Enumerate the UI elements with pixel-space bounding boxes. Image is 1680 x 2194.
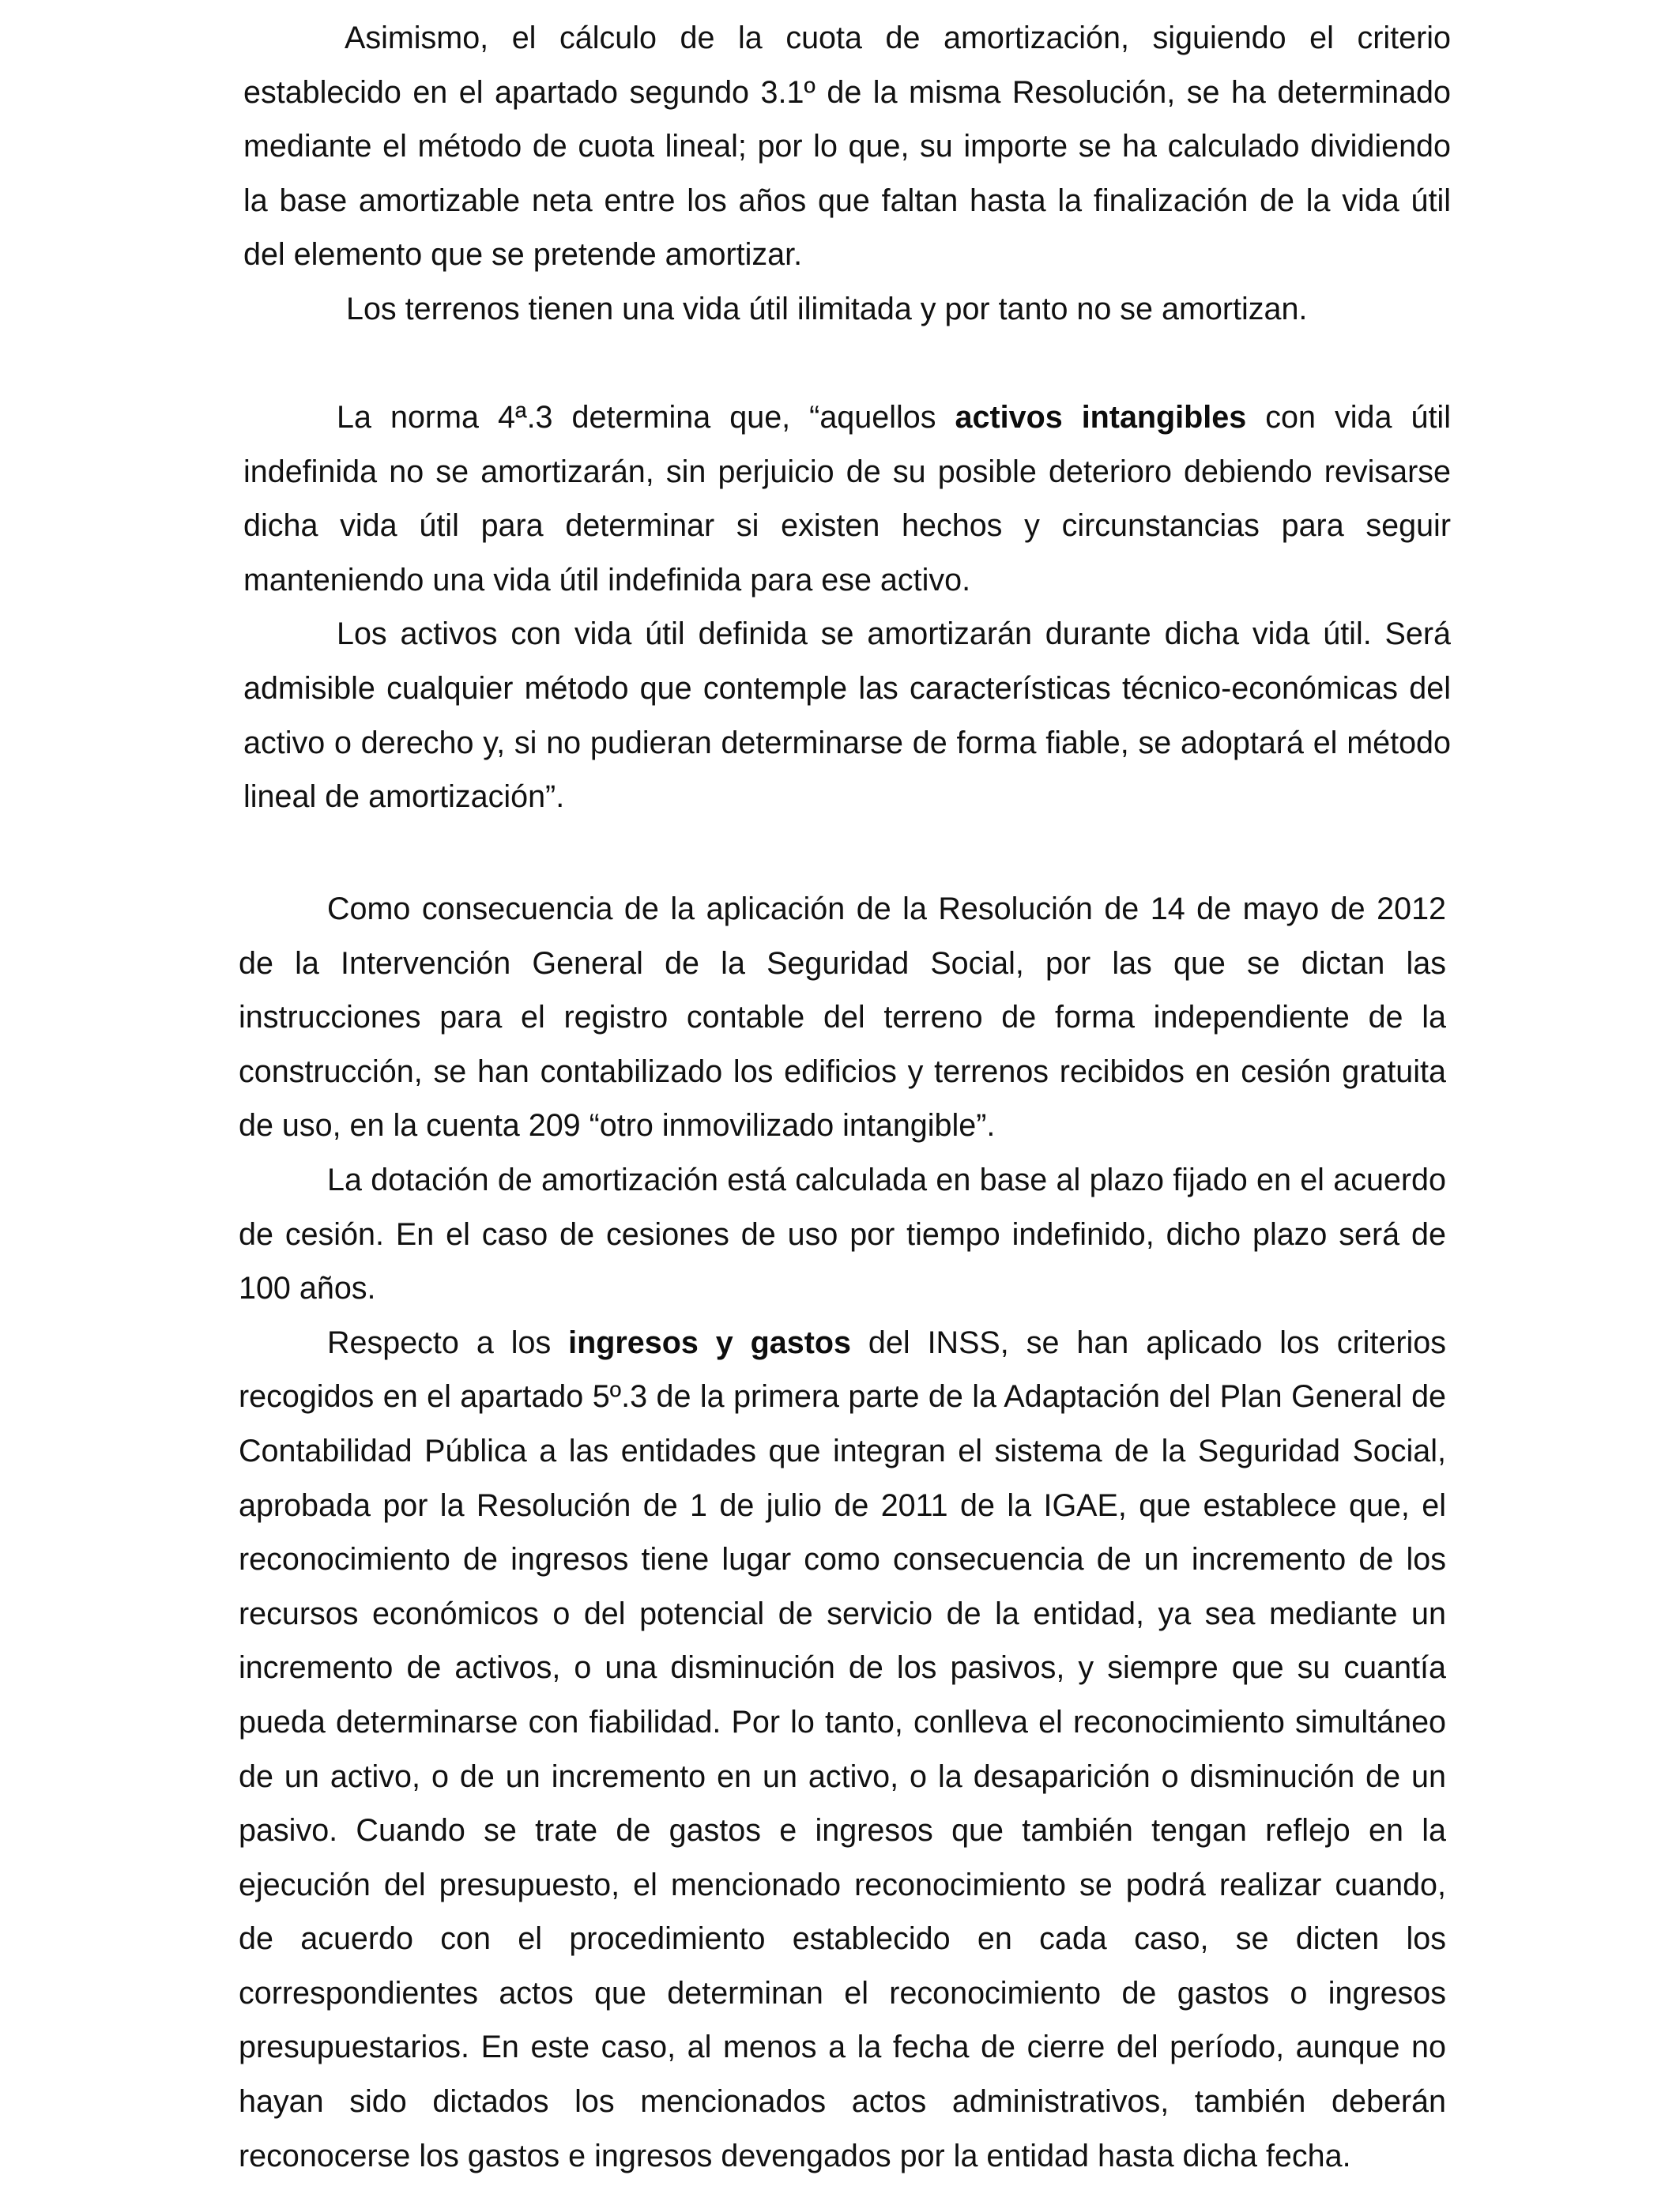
paragraph-ingresos-gastos bbox=[239, 1316, 1446, 2184]
paragraph-dotacion-amortizacion: La dotación de amortización está calculada en base al plazo fijado en el acuerdo de cesión. En el caso de cesiones de uso por tiempo indefinido, dicho plazo será de 100 años. bbox=[239, 1162, 1446, 1306]
paragraph-norma-text-end: con vida útil indefinida no se amortizarán, sin perjuicio de su posible deterioro debiendo revisarse dicha vida útil para determinar si existen hechos y circunstancias para seguir manteniendo una vida útil indefinida para ese activo. bbox=[243, 400, 1451, 598]
paragraph-cuota-lineal: Asimismo, el cálculo de la cuota de amortización, siguiendo el criterio establecido en el apartado segundo 3.1º de la misma Resolución, se ha determinado mediante el método de cuota lineal; por lo que, su importe se ha calculado dividiendo la base amortizable neta entre los años que faltan hasta la finalización de la vida útil del elemento que se pretende amortizar. bbox=[243, 21, 1451, 273]
text-section-amortization-method bbox=[243, 11, 1451, 337]
paragraph-vida-util-definida: Los activos con vida útil definida se amortizarán durante dicha vida útil. Será admisible cualquier método que contemple las características técnico-económicas del activo o derecho y, si no pudieran determinarse de forma fiable, se adoptará el método lineal de amortización”. bbox=[243, 616, 1451, 815]
bold-term-ingresos-y-gastos: ingresos y gastos bbox=[568, 1325, 851, 1360]
paragraph-terrenos: Los terrenos tienen una vida útil ilimitada y por tanto no se amortizan. bbox=[346, 291, 1308, 326]
paragraph-ingresos-text-start: Respecto a los bbox=[327, 1325, 569, 1360]
bold-term-activos-intangibles: activos intangibles bbox=[955, 400, 1247, 435]
paragraph-norma-4-3 bbox=[243, 390, 1451, 607]
paragraph-ingresos-text-end: del INSS, se han aplicado los criterios recogidos en el apartado 5º.3 de la primera parte de la Adaptación del Plan General de Contabilidad Pública a las entidades que integran el sistema de la Seguridad Social, aprobada por la Resolución de 1 de julio de 2011 de la IGAE, que establece que, el reconocimiento de ingresos tiene lugar como consecuencia de un incremento de los recursos económicos o del potencial de servicio de la entidad, ya sea mediante un incremento de activos, o una disminución de los pasivos, y siempre que su cuantía pueda determinarse con fiabilidad. Por lo tanto, conlleva el reconocimiento simultáneo de un activo, o de un incremento en un activo, o la desaparición o disminución de un pasivo. Cuando se trate de gastos e ingresos que también tengan reflejo en la ejecución del presupuesto, el mencionado reconocimiento se podrá realizar cuando, de acuerdo con el procedimiento establecido en cada caso, se dicten los correspondientes actos que determinan el reconocimiento de gastos o ingresos presupuestarios. En este caso, al menos a la fecha de cierre del período, aunque no hayan sido dictados los mencionados actos administrativos, también deberán reconocerse los gastos e ingresos devengados por la entidad hasta dicha fecha. bbox=[239, 1325, 1446, 2173]
paragraph-norma-text-start: La norma 4ª.3 determina que, “aquellos bbox=[337, 400, 955, 435]
text-section-resolucion-2012 bbox=[239, 882, 1446, 2183]
paragraph-resolucion-14-mayo: Como consecuencia de la aplicación de la Resolución de 14 de mayo de 2012 de la Intervención General de la Seguridad Social, por las que se dictan las instrucciones para el registro contable del terreno de forma independiente de la construcción, se han contabilizado los edificios y terrenos recibidos en cesión gratuita de uso, en la cuenta 209 “otro inmovilizado intangible”. bbox=[239, 892, 1446, 1144]
text-section-intangible-assets bbox=[243, 390, 1451, 824]
